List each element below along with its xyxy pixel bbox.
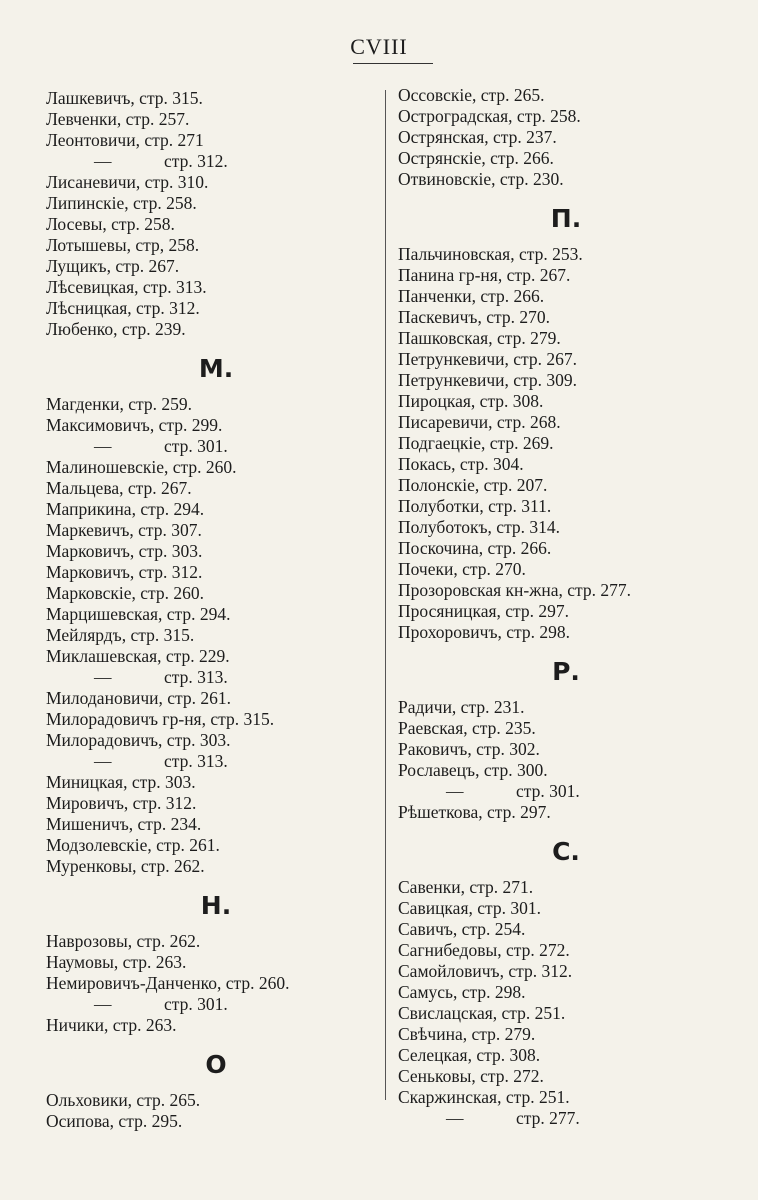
ditto-dash: — <box>446 1108 464 1128</box>
entry-text: Мейлярдъ, стр. 315. <box>46 625 195 645</box>
index-entry <box>398 148 743 169</box>
ditto-dash: — <box>446 781 464 801</box>
index-entry <box>398 1087 743 1108</box>
index-entry <box>46 520 376 541</box>
entry-text: Прохоровичъ, стр. 298. <box>398 622 571 642</box>
index-entry <box>398 802 743 823</box>
index-entry <box>398 328 743 349</box>
entry-text: Радичи, стр. 231. <box>398 697 525 717</box>
index-entry <box>46 394 376 415</box>
index-entry <box>398 412 743 433</box>
entry-text: Маприкина, стр. 294. <box>46 499 205 519</box>
entry-text: стр. 312. <box>164 151 228 171</box>
index-entry <box>46 625 376 646</box>
index-entry <box>398 349 743 370</box>
entry-text: Остроградская, стр. 258. <box>398 106 581 126</box>
entry-text: Лосевы, стр. 258. <box>46 214 175 234</box>
index-entry <box>46 751 376 772</box>
entry-text: Отвиновскіе, стр. 230. <box>398 169 564 189</box>
index-entry <box>46 109 376 130</box>
index-entry <box>398 601 743 622</box>
left-column <box>46 88 376 1132</box>
index-entry <box>398 1003 743 1024</box>
right-column <box>398 85 743 1129</box>
entry-text: Осипова, стр. 295. <box>46 1111 183 1131</box>
entry-text: Наврозовы, стр. 262. <box>46 931 201 951</box>
entry-text: Милорадовичъ гр-ня, стр. 315. <box>46 709 275 729</box>
entry-text: Лотышевы, стр, 258. <box>46 235 200 255</box>
index-entry <box>398 517 743 538</box>
entry-text: Поскочина, стр. 266. <box>398 538 552 558</box>
index-entry <box>46 130 376 151</box>
entry-text: Любенко, стр. 239. <box>46 319 186 339</box>
entry-text: Лисаневичи, стр. 310. <box>46 172 209 192</box>
entry-text: Рославецъ, стр. 300. <box>398 760 548 780</box>
index-entry <box>46 436 376 457</box>
entry-text: Лѣсевицкая, стр. 313. <box>46 277 207 297</box>
entry-text: Сагнибедовы, стр. 272. <box>398 940 570 960</box>
index-entry <box>46 277 376 298</box>
index-entry <box>398 286 743 307</box>
entry-text: Мишеничъ, стр. 234. <box>46 814 202 834</box>
index-entry <box>398 940 743 961</box>
entry-text: Петрункевичи, стр. 267. <box>398 349 578 369</box>
index-entry <box>398 307 743 328</box>
entry-text: Панченки, стр. 266. <box>398 286 545 306</box>
index-entry <box>398 760 743 781</box>
entry-text: Рѣшеткова, стр. 297. <box>398 802 551 822</box>
index-entry <box>398 718 743 739</box>
entry-text: Раковичъ, стр. 302. <box>398 739 540 759</box>
entry-text: Раевская, стр. 235. <box>398 718 536 738</box>
section-letter: Р. <box>552 657 580 686</box>
entry-text: Петрункевичи, стр. 309. <box>398 370 578 390</box>
index-entry <box>46 835 376 856</box>
entry-text: Мальцева, стр. 267. <box>46 478 192 498</box>
index-entry <box>398 580 743 601</box>
column-divider <box>385 90 386 1100</box>
entry-text: Свѣчина, стр. 279. <box>398 1024 536 1044</box>
index-entry <box>46 1015 376 1036</box>
index-entry <box>46 415 376 436</box>
entry-text: Панина гр-ня, стр. 267. <box>398 265 571 285</box>
entry-text: Просяницкая, стр. 297. <box>398 601 570 621</box>
index-entry <box>398 697 743 718</box>
entry-text: Острянскіе, стр. 266. <box>398 148 554 168</box>
entry-text: Савицкая, стр. 301. <box>398 898 541 918</box>
entry-text: Самусь, стр. 298. <box>398 982 526 1002</box>
section-letter: С. <box>552 837 580 866</box>
entry-text: Паскевичъ, стр. 270. <box>398 307 550 327</box>
index-entry <box>46 541 376 562</box>
entry-text: Милодановичи, стр. 261. <box>46 688 231 708</box>
header-rule <box>353 63 433 64</box>
entry-text: Лѣсницкая, стр. 312. <box>46 298 200 318</box>
entry-text: Подгаецкіе, стр. 269. <box>398 433 554 453</box>
section-letter: О <box>205 1050 227 1079</box>
index-entry <box>398 244 743 265</box>
index-entry <box>398 496 743 517</box>
index-entry <box>46 793 376 814</box>
ditto-dash: — <box>94 667 112 687</box>
entry-text: Полонскіе, стр. 207. <box>398 475 548 495</box>
entry-text: стр. 301. <box>164 994 228 1014</box>
entry-text: Лашкевичъ, стр. 315. <box>46 88 203 108</box>
index-entry <box>46 478 376 499</box>
index-entry <box>46 667 376 688</box>
index-entry <box>398 370 743 391</box>
entry-text: Ольховики, стр. 265. <box>46 1090 201 1110</box>
entry-text: Ничики, стр. 263. <box>46 1015 177 1035</box>
ditto-dash: — <box>94 994 112 1014</box>
index-entry <box>46 499 376 520</box>
index-entry <box>46 319 376 340</box>
entry-text: Пальчиновская, стр. 253. <box>398 244 583 264</box>
entry-text: Писаревичи, стр. 268. <box>398 412 561 432</box>
section-letter: М. <box>198 354 234 383</box>
index-entry <box>398 1024 743 1045</box>
entry-text: стр. 301. <box>516 781 580 801</box>
index-entry <box>46 994 376 1015</box>
index-entry <box>398 1066 743 1087</box>
entry-text: Максимовичъ, стр. 299. <box>46 415 223 435</box>
entry-text: Марковичъ, стр. 303. <box>46 541 203 561</box>
index-entry <box>398 1045 743 1066</box>
index-entry <box>46 952 376 973</box>
index-entry <box>398 898 743 919</box>
ditto-dash: — <box>94 436 112 456</box>
index-entry <box>398 982 743 1003</box>
entry-text: Наумовы, стр. 263. <box>46 952 187 972</box>
entry-text: стр. 277. <box>516 1108 580 1128</box>
index-entry <box>46 646 376 667</box>
index-entry <box>398 475 743 496</box>
entry-text: Самойловичъ, стр. 312. <box>398 961 573 981</box>
section-letter: П. <box>550 204 582 233</box>
entry-text: Милорадовичъ, стр. 303. <box>46 730 231 750</box>
index-entry <box>46 604 376 625</box>
entry-text: Пашковская, стр. 279. <box>398 328 561 348</box>
index-entry <box>398 739 743 760</box>
index-entry <box>46 772 376 793</box>
entry-text: Сеньковы, стр. 272. <box>398 1066 544 1086</box>
entry-text: Марковскіе, стр. 260. <box>46 583 205 603</box>
entry-text: Модзолевскіе, стр. 261. <box>46 835 220 855</box>
index-entry <box>398 622 743 643</box>
entry-text: Савенки, стр. 271. <box>398 877 534 897</box>
index-entry <box>46 214 376 235</box>
index-entry <box>46 730 376 751</box>
entry-text: Миницкая, стр. 303. <box>46 772 196 792</box>
index-entry <box>46 256 376 277</box>
index-entry <box>398 106 743 127</box>
entry-text: Немировичъ-Данченко, стр. 260. <box>46 973 290 993</box>
index-entry <box>398 538 743 559</box>
entry-text: Почеки, стр. 270. <box>398 559 526 579</box>
index-entry <box>398 85 743 106</box>
entry-text: Скаржинская, стр. 251. <box>398 1087 570 1107</box>
entry-text: Полуботокъ, стр. 314. <box>398 517 561 537</box>
entry-text: Прозоровская кн-жна, стр. 277. <box>398 580 631 600</box>
entry-text: Мировичъ, стр. 312. <box>46 793 197 813</box>
entry-text: Левченки, стр. 257. <box>46 109 190 129</box>
index-entry <box>398 265 743 286</box>
index-entry <box>46 562 376 583</box>
index-entry <box>398 127 743 148</box>
entry-text: Липинскіе, стр. 258. <box>46 193 197 213</box>
page-number: CVIII <box>350 34 408 59</box>
index-entry <box>398 961 743 982</box>
entry-text: Пироцкая, стр. 308. <box>398 391 544 411</box>
ditto-dash: — <box>94 151 112 171</box>
entry-text: Полуботки, стр. 311. <box>398 496 552 516</box>
index-entry <box>46 298 376 319</box>
index-entry <box>398 391 743 412</box>
index-entry <box>46 583 376 604</box>
entry-text: Миклашевская, стр. 229. <box>46 646 230 666</box>
index-entry <box>46 1090 376 1111</box>
index-entry <box>398 433 743 454</box>
index-entry <box>46 172 376 193</box>
entry-text: Марцишевская, стр. 294. <box>46 604 231 624</box>
entry-text: Маркевичъ, стр. 307. <box>46 520 202 540</box>
index-entry <box>46 457 376 478</box>
entry-text: Острянская, стр. 237. <box>398 127 557 147</box>
entry-text: Свислацская, стр. 251. <box>398 1003 566 1023</box>
index-entry <box>46 814 376 835</box>
index-entry <box>398 877 743 898</box>
index-entry <box>46 688 376 709</box>
entry-text: стр. 313. <box>164 751 228 771</box>
entry-text: Савичъ, стр. 254. <box>398 919 526 939</box>
index-entry <box>46 235 376 256</box>
entry-text: Покась, стр. 304. <box>398 454 524 474</box>
index-entry <box>398 919 743 940</box>
entry-text: стр. 313. <box>164 667 228 687</box>
index-entry <box>398 559 743 580</box>
index-entry <box>46 88 376 109</box>
index-entry <box>398 169 743 190</box>
index-entry <box>46 1111 376 1132</box>
entry-text: Марковичъ, стр. 312. <box>46 562 203 582</box>
section-letter: Н. <box>200 891 232 920</box>
entry-text: Леонтовичи, стр. 271 <box>46 130 204 150</box>
entry-text: Малиношевскіе, стр. 260. <box>46 457 237 477</box>
index-entry <box>46 973 376 994</box>
index-entry <box>46 709 376 730</box>
entry-text: Лущикъ, стр. 267. <box>46 256 180 276</box>
entry-text: Муренковы, стр. 262. <box>46 856 205 876</box>
index-entry <box>46 856 376 877</box>
entry-text: Оссовскіе, стр. 265. <box>398 85 545 105</box>
index-entry <box>398 454 743 475</box>
entry-text: стр. 301. <box>164 436 228 456</box>
index-entry <box>398 1108 743 1129</box>
ditto-dash: — <box>94 751 112 771</box>
index-entry <box>398 781 743 802</box>
entry-text: Магденки, стр. 259. <box>46 394 193 414</box>
index-entry <box>46 193 376 214</box>
entry-text: Селецкая, стр. 308. <box>398 1045 541 1065</box>
index-entry <box>46 151 376 172</box>
index-entry <box>46 931 376 952</box>
